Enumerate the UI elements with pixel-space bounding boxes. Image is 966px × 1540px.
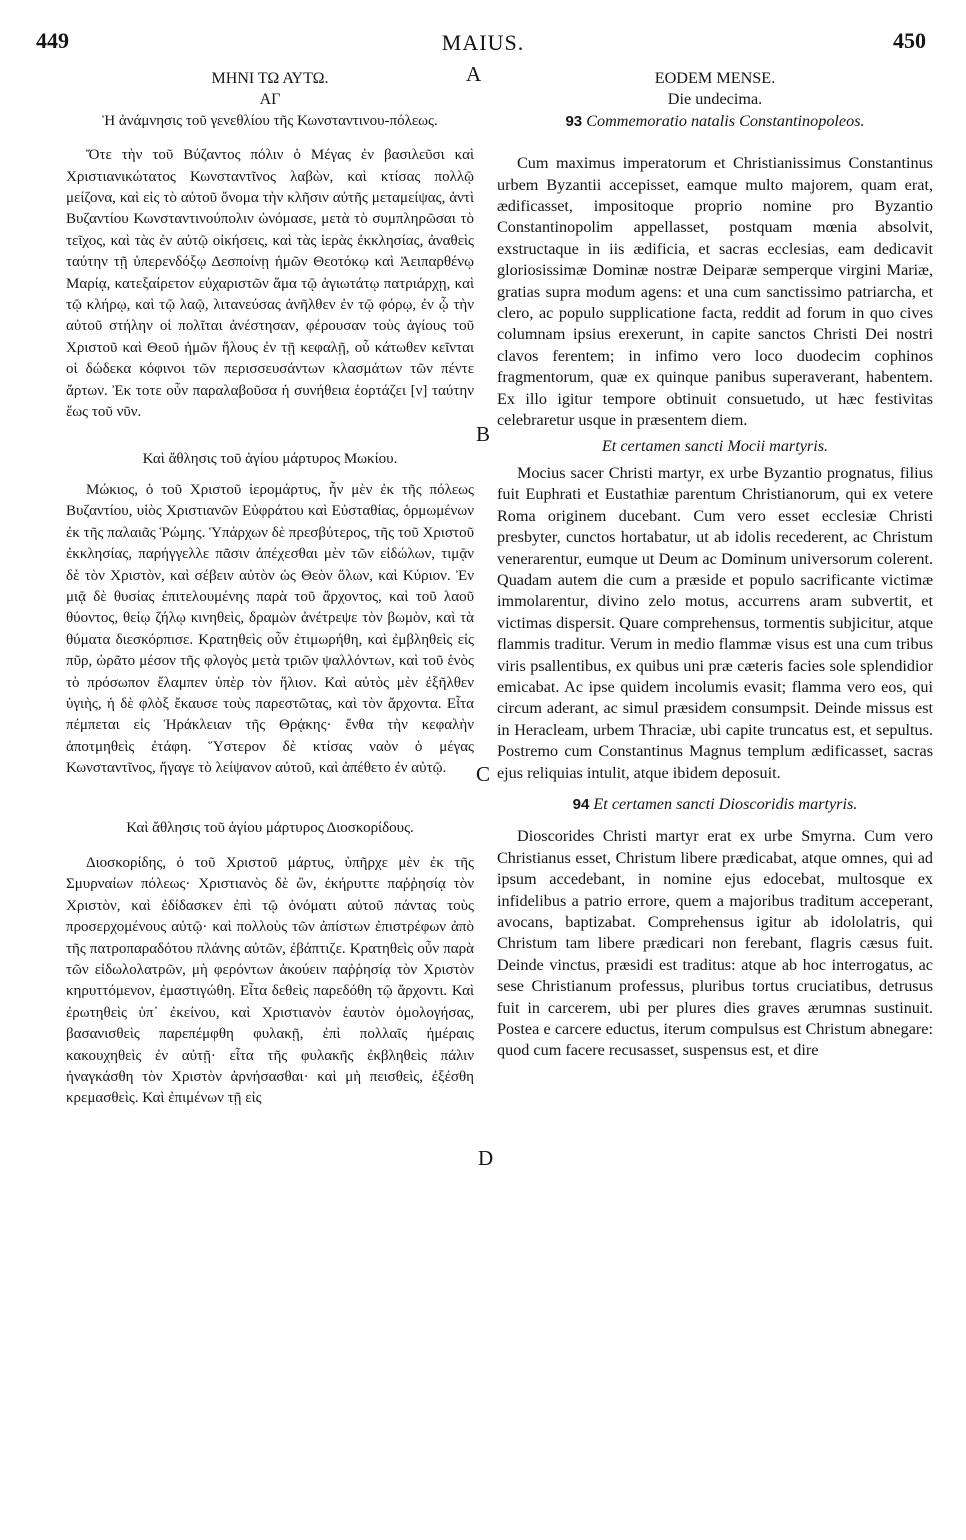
greek-title — [66, 68, 474, 132]
latin-title-line2: Die undecima. — [667, 90, 763, 109]
section-number-93: 93 — [565, 112, 583, 130]
latin-title — [497, 68, 933, 132]
greek-day-numeral: ΑΓ — [259, 91, 281, 109]
greek-paragraph-dioscorides: Διοσκορίδης, ὁ τοῦ Χριστοῦ μάρτυς, ὑπῆρχε μὲν ἐκ τῆς Σμυρναίων πόλεως· Χριστιανὸς δὲ ὢν, ἐκήρυττε παῤῥησίᾳ τὸν Χριστὸν, καὶ ἐδίδασκεν ἐπὶ τῷ ὀνόματι αὐτοῦ πάντας τοὺς προσερχομένους αὐτῷ· καὶ πολλοὺς τῶν ἀπίστων ἐπιστρέφων ἀπὸ τῆς πατροπαραδότου πλάνης αὐτῶν, ἐβάπτιζε. Κρατηθεὶς οὖν παρὰ τῶν εἰδωλολατρῶν, μὴ φερόντων ἀκούειν παῤῥησίᾳ τὸν Χριστὸν κηρυττόμενον, ἐμαστιγώθη. Εἶτα δεθεὶς παρεδόθη τῷ ἄρχοντι. Καὶ ἐρωτηθεὶς ὑπ᾽ ἐκείνου, καὶ Χριστιανὸν ἑαυτὸν ὁμολογήσας, βασανισθεὶς παρεπέμφθη φυλακῇ, ἐπὶ πολλαῖς ἡμέραις κακουχηθεὶς ἐν αὐτῇ· εἶτα τῆς φυλακῆς ἐκβληθεὶς πάλιν ἠναγκάσθη τὸν Χριστὸν ἀρνήσασθαι· καὶ μὴ πεισθεὶς, ἐξέσθη κρεμασθεὶς. Καὶ ἐπιμένων τῇ εἰς — [66, 855, 474, 1107]
latin-paragraph-dioscorides: Dioscorides Christi martyr erat ex urbe Smyrna. Cum vero Christianus esset, Christum libere prædicabat, atque omnes, qui ad ipsum accedebant, in nomine ejus edocebat, multosque ex infidelibus a patrio errore, quem a majoribus traditum acceperant, avocans, baptizabat. Comprehensus igitur ab idololatris, qui Christum tam libere prædicari non ferebant, flagris cæsus fuit. Deinde vinctus, præsidi est traditus: atque ab hoc interrogatus, ac sese Christianum professus, pluribus tortus cruciatibus, detrusus fuit in carcerem, ubi per plures dies graves ærumnas sustinuit. Postea e carcere eductus, iterum compulsus est Christum abnegare: quod cum facere recusasset, suspensus est, et dire — [497, 827, 933, 1060]
greek-paragraph-constantinople: Ὅτε τὴν τοῦ Βύζαντος πόλιν ὁ Μέγας ἐν βασιλεῦσι καὶ Χριστιανικώτατος Κωνσταντῖνος λαβὼν, καὶ κτίσας πολλῷ μείζονα, καὶ εἰς τὸ αὐτοῦ ὄνομα τὴν κλῆσιν αὐτῆς μεταμείψας, ἀντὶ Βυζαντίου Κωνσταντινούπολιν ὠνόμασε, μετὰ τὸ συμπληρῶσαι τὸ τεῖχος, καὶ τὰς ἐν αὐτῷ οἰκήσεις, καὶ τὰς ἱερὰς ἐκκλησίας, ἀναθεὶς ταύτην τῇ ὑπερενδόξῳ Δεσποίνῃ ἡμῶν Θεοτόκῳ καὶ Ἀειπαρθένῳ Μαρίᾳ, κατεξαίρετον εὐχαριστῶν ἅμα τῷ ἁγιωτάτῳ πατριάρχῃ, καὶ τῷ κλήρῳ, καὶ τῷ λαῷ, λιτανεύσας ἀνῆλθεν ἐν τῷ φόρῳ, ἐν ᾧ τὴν αὐτοῦ στήλην οἱ πολῖται ἀνέστησαν, φέρουσαν τοὺς ἁγίους τοῦ Χριστοῦ καὶ Θεοῦ ἡμῶν ἥλους ἐν τῇ κεφαλῇ, οὗ κάτωθεν κεῖνται οἱ δώδεκα κόφινοι τῶν περισσευσάντων κλασμάτων τῶν πέντε ἄρτων. Ἐκ τοτε οὖν παραλαβοῦσα ἡ συνήθεια ἑορτάζει [ν] ταύτην ἕως τοῦ νῦν. — [66, 147, 474, 421]
latin-paragraph-constantinople: Cum maximus imperatorum et Christianissimus Constantinus urbem Byzantii accepisset, eamque multo majorem, quam erat, ædificasset, impositoque proprio nomine pro Byzantio Constantinopolim appellasset, postquam mœnia absolvit, exstructaque in iis ædificia, et sacras ecclesias, eam dedicavit gloriosissimæ Dominæ nostræ Deiparæ semperque virgini Mariæ, gratias supra modum agens: et una cum sanctissimo patriarcha, et clero, ac populo supplicatione facta, reddit ad forum in quo cives columnam ipsius erexerunt, in capite sanctos Christi Dei nostri clavos ferentem; in infimo vero loco duodecim cophinos fragmentorum, quæ ex quinque panibus superaverant, habentem. Ex illo igitur tempore obtinuit consuetudo, ut hæc festivitas celebraretur usque in præsentem diem. — [497, 154, 933, 430]
latin-title-line1: EODEM MENSE. — [654, 69, 776, 87]
running-title: MAIUS. — [441, 30, 525, 55]
section-number-94: 94 — [572, 796, 590, 813]
latin-heading-mocius: Et certamen sancti Mocii martyris. — [601, 436, 829, 455]
margin-letter-d: D — [478, 1146, 494, 1170]
latin-column — [497, 68, 933, 1062]
greek-title-line1: ΜΗΝΙ ΤΩ ΑΥΤΩ. — [211, 70, 329, 87]
greek-heading-dioscorides: Καὶ ἄθλησις τοῦ ἁγίου μάρτυρος Διοσκορίδους. — [126, 819, 414, 836]
greek-column — [66, 68, 474, 1110]
latin-heading-dioscorides-text: Et certamen sancti Dioscoridis martyris. — [593, 795, 858, 813]
greek-paragraph-mocius: Μώκιος, ὁ τοῦ Χριστοῦ ἱερομάρτυς, ἦν μὲν ἐκ τῆς πόλεως Βυζαντίου, υἱὸς Χριστιανῶν Εὐφράτου καὶ Εὐσταθίας, ὁρμωμένων ἐκ τῆς παλαιᾶς Ῥώμης. Ὑπάρχων δὲ πρεσβύτερος, τῆς τοῦ Χριστοῦ ἐκκλησίας, παρήγγελλε πᾶσιν ἀπέχεσθαι μὲν τῶν εἰδώλων, τιμᾷν δὲ τὸν Χριστὸν, καὶ σέβειν αὐτὸν ὡς Θεὸν ὅλων, καὶ Κύριον. Ἐν μιᾷ δὲ θυσίας ἐπιτελουμένης παρὰ τοῦ ἄρχοντος, καὶ τοῦ λαοῦ θύοντος, θείῳ ζήλῳ κινηθεὶς, δραμὼν ἀνέτρεψε τὸν βωμὸν, καὶ τὰ θύματα διεσκόρπισε. Κρατηθεὶς οὖν ἐτιμωρήθη, καὶ ἐμβληθεὶς εἰς πῦρ, ὡρᾶτο μέσον τῆς φλογὸς μετὰ τριῶν ψαλλόντων, καὶ τοῦ ἑνὸς τὸ πρόσωπον ἔλαμπεν ὑπὲρ τὸν ἥλιον. Καὶ αὐτὸς μὲν ἐξῆλθεν ὑγιὴς, ἡ δὲ φλὸξ ἔκαυσε τοὺς παρεστῶτας, καὶ τὸν ἄρχοντα. Εἶτα πέμπεται εἰς Ἡράκλειαν τῆς Θρᾴκης· ἔνθα τὴν κεφαλὴν ἀποτμηθεὶς ἐτάφη. Ὕστερον δὲ κτίσας ναὸν ὁ μέγας Κωνσταντῖνος, ἤγαγε τὸ λείψανον αὐτοῦ, καὶ ἀπέθετο ἐν αὐτῷ. — [66, 481, 474, 777]
page-number-left: 449 — [36, 28, 69, 53]
latin-paragraph-mocius: Mocius sacer Christi martyr, ex urbe Byzantio prognatus, filius fuit Euphrati et Eustathiæ parentum Christianorum, qui ex vetere Roma originem ducebant. Cum vero esset ecclesiæ Christi presbyter, cunctos hortabatur, ut ab idolis recederent, ac Christum venerarentur, eumque ut Deum ac Dominum universorum colerent. Quadam autem die cum a præside et populo sacrificante victimæ immolarentur, divino zelo motus, accurrens aram subvertit, et victimas dispersit. Quare comprehensus, tormentis subjicitur, atque flammis traditur. Verum in medio flammæ visus est una cum tribus viris psallentibus, ex quibus uni præ cæteris facies sole splendidior emicabat. Ac ipse quidem incolumis evasit; flamma vero eos, qui circum aderant, ac simul præsidem consumpsit. Deinde missus est in Heracleam, urbem Thraciæ, ubi capite truncatus est, et sepultus. Postremo cum Constantinus Magnus templum ædificasset, sacras ejus reliquias intulit, atque ibidem deposuit. — [497, 463, 933, 782]
greek-heading-mocius: Καὶ ἄθλησις τοῦ ἁγίου μάρτυρος Μωκίου. — [142, 450, 398, 467]
margin-letter-a: A — [466, 62, 482, 86]
page-number-right: 450 — [893, 28, 926, 53]
latin-heading-dioscorides — [497, 794, 933, 815]
latin-commemoration-text: Commemoratio natalis Constantinopoleos. — [586, 111, 865, 130]
latin-commemoration-title — [497, 111, 933, 132]
margin-letter-b: B — [476, 422, 491, 446]
running-header — [0, 28, 966, 58]
greek-commemoration-title: Ἡ ἀνάμνησις τοῦ γενεθλίου τῆς Κωνσταντινου-πόλεως. — [102, 112, 438, 129]
margin-letter-c: C — [476, 762, 491, 786]
